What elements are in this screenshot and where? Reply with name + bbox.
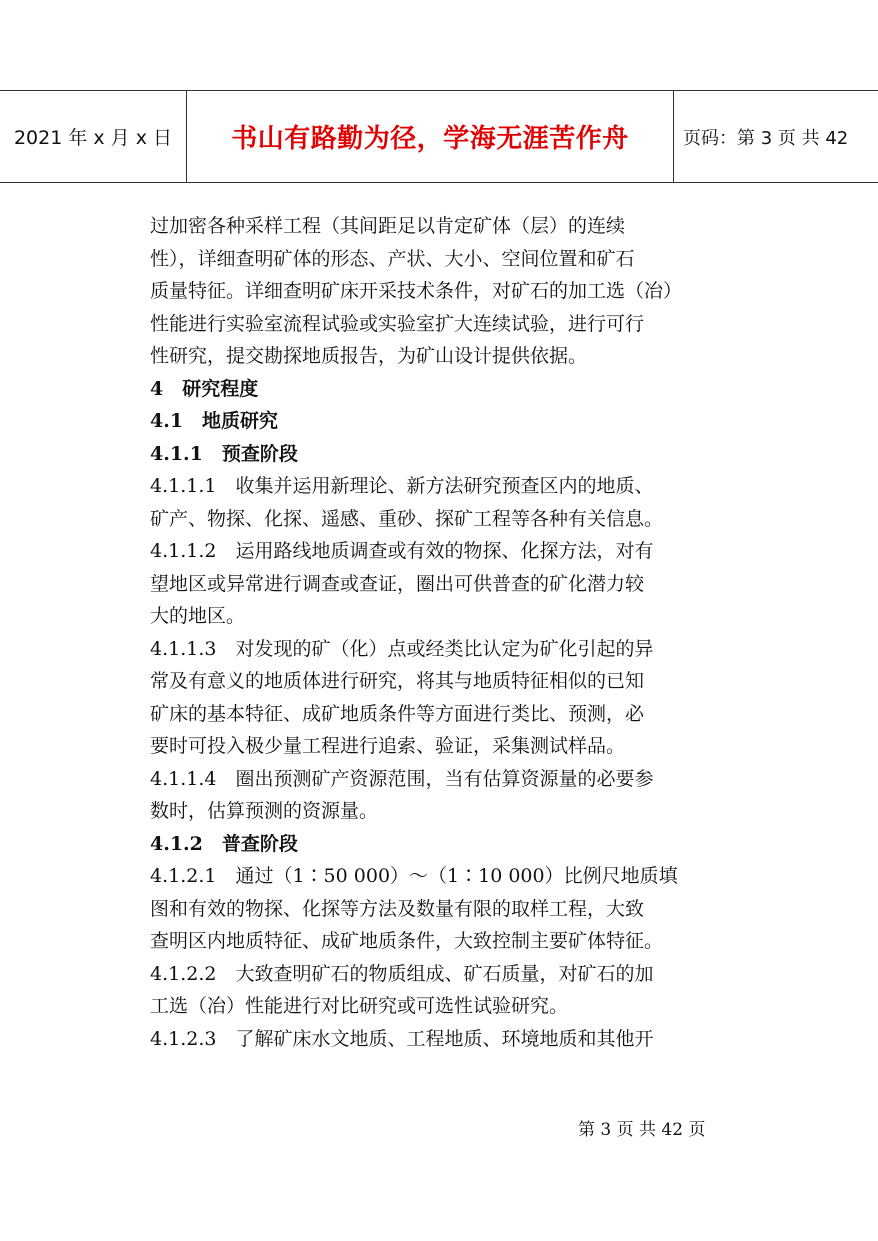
- text-line: 质量特征。详细查明矿床开采技术条件，对矿石的加工选（冶）: [150, 280, 683, 302]
- text-line: 性），详细查明矿体的形态、产状、大小、空间位置和矿石: [150, 247, 635, 270]
- section-heading: 4 研究程度: [150, 377, 259, 400]
- text-line: 查明区内地质特征、成矿地质条件，大致控制主要矿体特征。: [150, 930, 664, 952]
- text-line: 4.1.1.2 运用路线地质调查或有效的物探、化探方法，对有: [150, 540, 654, 562]
- page-footer: 第 3 页 共 42 页: [578, 1120, 706, 1140]
- text-line: 4.1.1.3 对发现的矿（化）点或经类比认定为矿化引起的异: [150, 637, 654, 660]
- text-line: 数时，估算预测的资源量。: [150, 800, 379, 822]
- text-line: 4.1.1.1 收集并运用新理论、新方法研究预查区内的地质、: [150, 475, 654, 497]
- header-divider: [673, 91, 674, 182]
- text-line: 4.1.1.4 圈出预测矿产资源范围，当有估算资源量的必要参: [150, 767, 654, 790]
- header-motto: 书山有路勤为径，学海无涯苦作舟: [231, 124, 629, 154]
- text-line: 图和有效的物探、化探等方法及数量有限的取样工程，大致: [150, 897, 645, 920]
- text-line: 常及有意义的地质体进行研究，将其与地质特征相似的已知: [150, 670, 645, 692]
- header-table: [0, 90, 878, 183]
- section-heading: 4.1.1 预查阶段: [150, 442, 298, 465]
- header-page-code: 页码：第 3 页 共 42: [683, 127, 849, 149]
- document-body: [150, 210, 750, 1055]
- text-line: 矿床的基本特征、成矿地质条件等方面进行类比、预测，必: [150, 702, 645, 725]
- text-line: 性能进行实验室流程试验或实验室扩大连续试验，进行可行: [150, 312, 645, 335]
- text-line: 工选（冶）性能进行对比研究或可选性试验研究。: [150, 995, 569, 1017]
- text-line: 要时可投入极少量工程进行追索、验证，采集测试样品。: [150, 735, 626, 757]
- text-line: 矿产、物探、化探、遥感、重砂、探矿工程等各种有关信息。: [150, 507, 664, 530]
- section-heading: 4.1 地质研究: [150, 410, 279, 432]
- text-line: 过加密各种采样工程（其间距足以肯定矿体（层）的连续: [150, 215, 626, 237]
- text-line: 4.1.2.3 了解矿床水文地质、工程地质、环境地质和其他开: [150, 1027, 654, 1050]
- text-line: 性研究，提交勘探地质报告，为矿山设计提供依据。: [150, 345, 588, 367]
- text-line: 大的地区。: [150, 605, 246, 627]
- text-line: 望地区或异常进行调查或查证，圈出可供普查的矿化潜力较: [150, 572, 645, 595]
- header-date: 2021 年 x 月 x 日: [13, 127, 173, 149]
- text-line: 4.1.2.1 通过（1∶50 000）～（1∶10 000）比例尺地质填: [150, 865, 678, 887]
- text-line: 4.1.2.2 大致查明矿石的物质组成、矿石质量，对矿石的加: [150, 962, 654, 985]
- section-heading: 4.1.2 普查阶段: [150, 832, 298, 855]
